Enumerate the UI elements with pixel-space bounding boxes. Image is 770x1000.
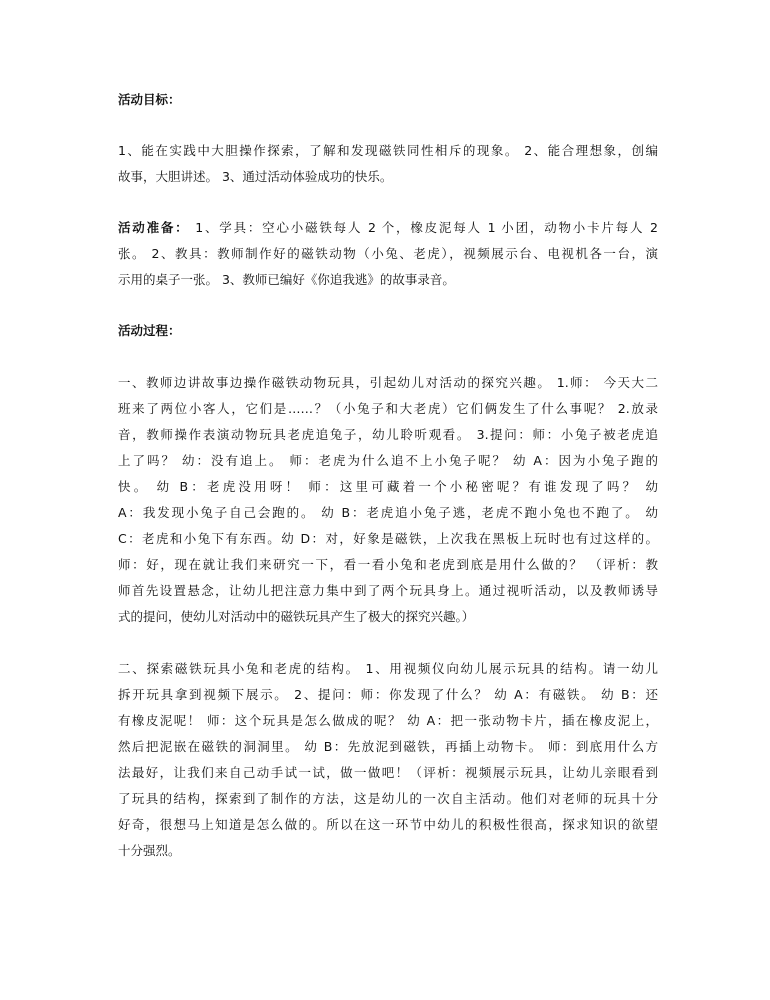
- process-heading: 活动过程：: [118, 323, 181, 338]
- process-part1-line-8: 师：好，现在就让我们来研究一下，看一看小兔和老虎到底是用什么做的？ （评析：教: [118, 557, 658, 572]
- prep-line-3: 示用的桌子一张。 3、教师已编好《你追我逃》的故事录音。: [118, 272, 455, 287]
- process-part2-line-4: 然后把泥嵌在磁铁的洞洞里。 幼 B：先放泥到磁铁，再插上动物卡。 师：到底用什么方: [118, 739, 658, 754]
- process-part2-line-8: 十分强烈。: [118, 843, 181, 858]
- process-part1-line-6: A：我发现小兔子自己会跑的。 幼 B：老虎追小兔子逃，老虎不跑小兔也不跑了。 幼: [118, 505, 658, 520]
- goal-heading: 活动目标：: [118, 92, 181, 107]
- process-part2-line-1: 二、探索磁铁玩具小兔和老虎的结构。 1、用视频仪向幼儿展示玩具的结构。请一幼儿: [118, 661, 658, 676]
- prep-heading: 活动准备：: [118, 220, 190, 235]
- process-part2-line-5: 法最好，让我们来自己动手试一试，做一做吧！（评析：视频展示玩具，让幼儿亲眼看到: [118, 765, 658, 780]
- prep-line-2: 张。 2、教具：教师制作好的磁铁动物（小兔、老虎），视频展示台、电视机各一台，演: [118, 246, 658, 261]
- goal-line-2: 故事，大胆讲述。 3、通过活动体验成功的快乐。: [118, 169, 393, 184]
- prep-line-1-text: 1、学具：空心小磁铁每人 2 个，橡皮泥每人 1 小团，动物小卡片每人 2: [189, 220, 658, 235]
- process-part2-line-3: 有橡皮泥呢！ 师：这个玩具是怎么做成的呢？ 幼 A：把一张动物卡片，插在橡皮泥上，: [118, 713, 658, 728]
- process-part1-line-9: 师首先设置悬念，让幼儿把注意力集中到了两个玩具身上。通过视听活动，以及教师诱导: [118, 583, 658, 598]
- process-part1-line-2: 班来了两位小客人，它们是……？（小兔子和大老虎）它们俩发生了什么事呢？ 2.放录: [118, 401, 658, 416]
- process-part1-line-10: 式的提问，使幼儿对活动中的磁铁玩具产生了极大的探究兴趣。）: [118, 609, 475, 624]
- prep-line-1: [118, 219, 658, 237]
- process-part2-line-7: 好奇，很想马上知道是怎么做的。所以在这一环节中幼儿的积极性很高，探求知识的欲望: [118, 817, 658, 832]
- process-part1-line-7: C：老虎和小兔下有东西。幼 D：对，好象是磁铁，上次我在黑板上玩时也有过这样的。: [118, 531, 658, 546]
- process-part1-line-3: 音，教师操作表演动物玩具老虎追兔子，幼儿聆听观看。 3.提问：师：小兔子被老虎追: [118, 427, 658, 442]
- goal-line-1: 1、能在实践中大胆操作探索，了解和发现磁铁同性相斥的现象。 2、能合理想象，创编: [118, 143, 658, 158]
- process-part1-line-4: 上了吗？ 幼：没有追上。 师：老虎为什么追不上小兔子呢？ 幼 A：因为小兔子跑的: [118, 453, 658, 468]
- process-part1-line-5: 快。 幼 B：老虎没用呀！ 师：这里可藏着一个小秘密呢？有谁发现了吗？ 幼: [118, 479, 658, 494]
- process-part2-line-2: 拆开玩具拿到视频下展示。 2、提问：师：你发现了什么？ 幼 A：有磁铁。 幼 B：还: [118, 687, 658, 702]
- process-part2-line-6: 了玩具的结构，探索到了制作的方法，这是幼儿的一次自主活动。他们对老师的玩具十分: [118, 791, 658, 806]
- process-part1-line-1: 一、教师边讲故事边操作磁铁动物玩具，引起幼儿对活动的探究兴趣。 1.师： 今天大二: [118, 375, 658, 390]
